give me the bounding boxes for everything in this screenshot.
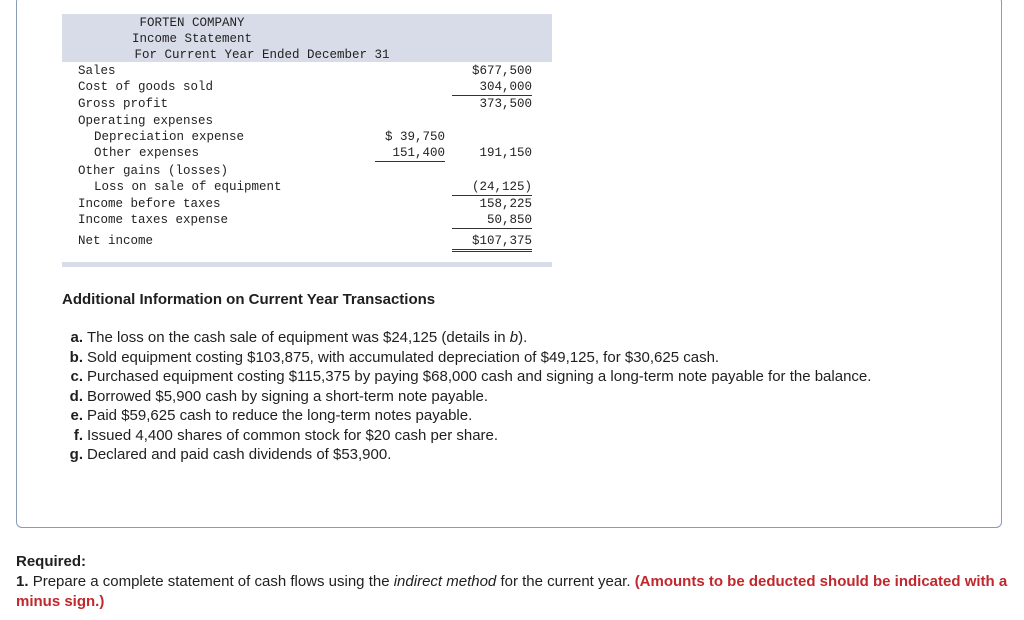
- required-instruction: 1. Prepare a complete statement of cash flows using the indirect method for the current year. (Amounts to be deducted should be indicated with a minus sign.): [16, 573, 1008, 610]
- row-operating-expenses: Operating expenses: [78, 114, 214, 128]
- list-item: g. Declared and paid cash dividends of $53,900.: [69, 446, 392, 463]
- minus-sign-note: (Amounts to be deducted should be indicated with a minus sign.): [16, 573, 1008, 610]
- required-section: [16, 552, 1016, 612]
- row-sales: Sales $677,500: [78, 64, 532, 78]
- additional-info-title: Additional Information on Current Year Transactions: [62, 291, 436, 308]
- required-title: Required:: [16, 553, 87, 570]
- income-statement: [62, 14, 552, 248]
- row-net-income: Net income $107,375: [62, 233, 552, 249]
- row-depreciation: Depreciation expense $ 39,750: [94, 130, 445, 144]
- statement-title: Income Statement: [131, 32, 253, 46]
- list-item: b. Sold equipment costing $103,875, with accumulated depreciation of $49,125, for $30,625 cash.: [69, 348, 720, 366]
- transactions-list: [66, 328, 936, 465]
- statement-footer-bar: [62, 262, 552, 267]
- statement-period: For Current Year Ended December 31: [134, 48, 390, 62]
- list-item: f. Issued 4,400 shares of common stock for $20 cash per share.: [73, 426, 499, 444]
- list-item: d. Borrowed $5,900 cash by signing a short-term note payable.: [69, 387, 489, 405]
- row-loss-on-sale: Loss on sale of equipment (24,125): [94, 180, 532, 194]
- row-other-expenses: Other expenses 151,400 191,150: [94, 146, 532, 160]
- list-item: c. Purchased equipment costing $115,375 by paying $68,000 cash and signing a long-term note payable for the balance.: [70, 368, 872, 385]
- row-cogs: Cost of goods sold 304,000: [78, 80, 532, 94]
- row-income-before-taxes: Income before taxes 158,225: [78, 197, 532, 211]
- list-item: e. Paid $59,625 cash to reduce the long-term notes payable.: [70, 407, 473, 424]
- list-item: a. The loss on the cash sale of equipment was $24,125 (details in b).: [70, 329, 528, 346]
- statement-header: [62, 14, 552, 62]
- company-name: FORTEN COMPANY: [139, 16, 245, 30]
- row-gross-profit: Gross profit 373,500: [78, 97, 532, 111]
- row-other-gains: Other gains (losses): [78, 164, 229, 178]
- row-income-taxes: Income taxes expense 50,850: [78, 213, 532, 227]
